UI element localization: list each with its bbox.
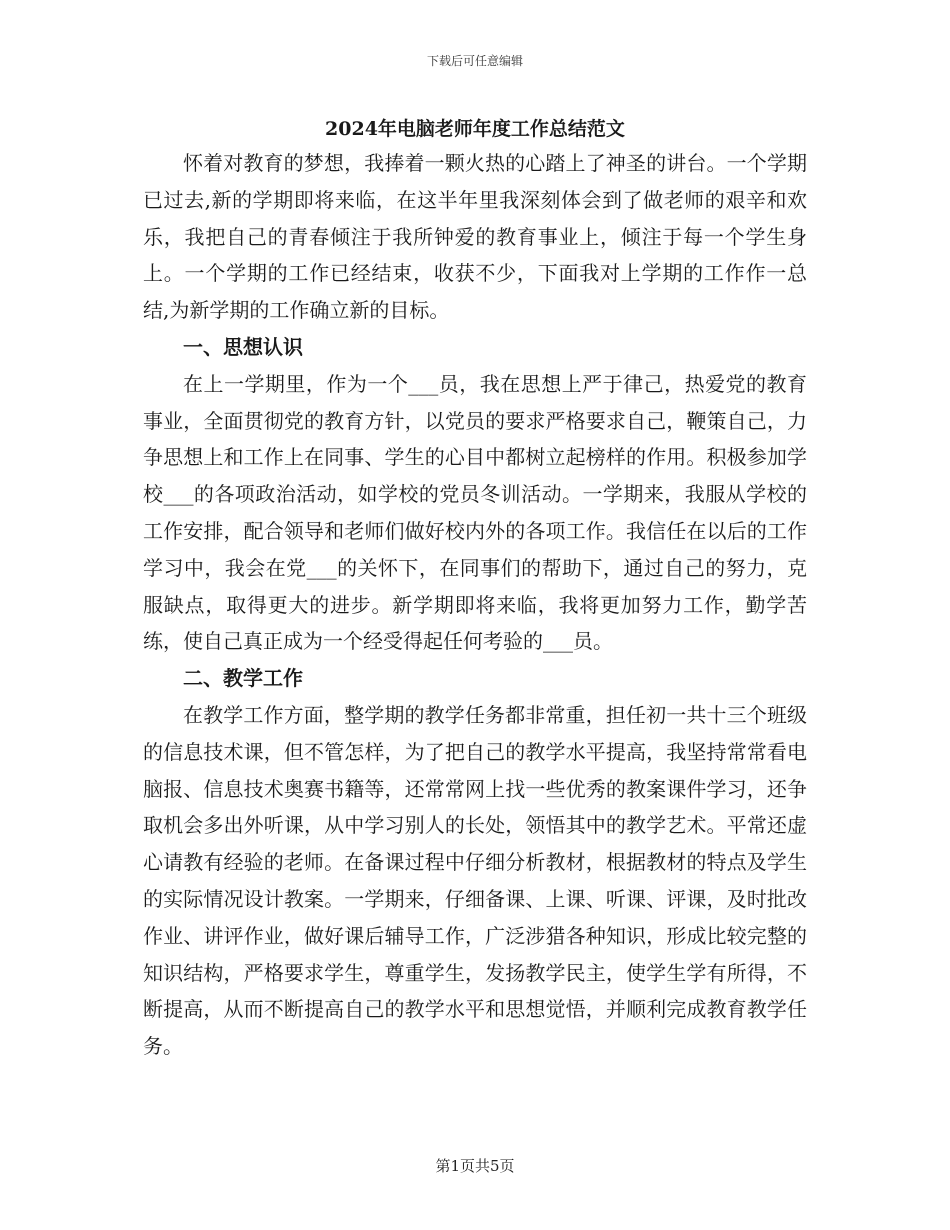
page-number-footer: 第1页共5页 <box>435 1157 515 1175</box>
document-body <box>143 145 807 1065</box>
page-header-note: 下载后可任意编辑 <box>426 54 523 68</box>
teaching-paragraph: 在教学工作方面，整学期的教学任务都非常重，担任初一共十三个班级的信息技术课，但不管怎样，为了把自己的教学水平提高，我坚持常常看电脑报、信息技术奥赛书籍等，还常常网上找一些优秀的教案课件学习，还争取机会多出外听课，从中学习别人的长处，领悟其中的教学艺术。平常还虚心请教有经验的老师。在备课过程中仔细分析教材，根据教材的特点及学生的实际情况设计教案。一学期来，仔细备课、上课、听课、评课，及时批改作业、讲评作业，做好课后辅导工作，广泛涉猎各种知识，形成比较完整的知识结构，严格要求学生，尊重学生，发扬教学民主，使学生学有所得，不断提高，从而不断提高自己的教学水平和思想觉悟，并顺利完成教育教学任务。 <box>143 702 807 1059</box>
intro-paragraph: 怀着对教育的梦想，我捧着一颗火热的心踏上了神圣的讲台。一个学期已过去,新的学期即将来临，在这半年里我深刻体会到了做老师的艰辛和欢乐，我把自己的青春倾注于我所钟爱的教育事业上，倾注于每一个学生身上。一个学期的工作已经结束，收获不少，下面我对上学期的工作作一总结,为新学期的工作确立新的目标。 <box>143 151 807 323</box>
section-heading-ideology: 一、思想认识 <box>183 334 303 359</box>
ideology-paragraph: 在上一学期里，作为一个___员，我在思想上严于律己，热爱党的教育事业，全面贯彻党的教育方针，以党员的要求严格要求自己，鞭策自己，力争思想上和工作上在同事、学生的心目中都树立起榜样的作用。积极参加学校___的各项政治活动，如学校的党员冬训活动。一学期来，我服从学校的工作安排，配合领导和老师们做好校内外的各项工作。我信任在以后的工作学习中，我会在党___的关怀下，在同事们的帮助下，通过自己的努力，克服缺点，取得更大的进步。新学期即将来临，我将更加努力工作，勤学苦练，使自己真正成为一个经受得起任何考验的___员。 <box>143 371 807 654</box>
section-heading-teaching: 二、教学工作 <box>183 666 303 691</box>
document-title: 2024年电脑老师年度工作总结范文 <box>325 118 625 140</box>
